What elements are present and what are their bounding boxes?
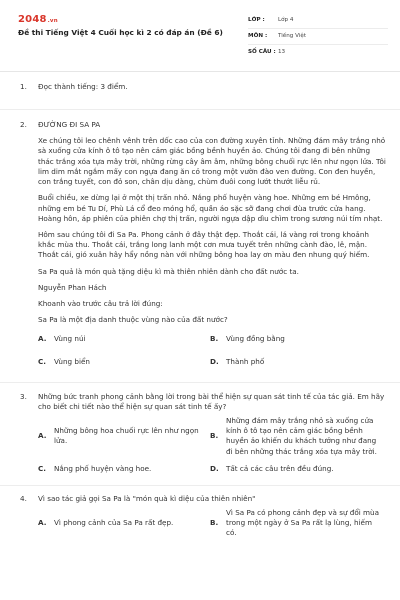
answer-options bbox=[0, 416, 400, 478]
question-text: Vì sao tác giả gọi Sa Pa là "món quà kì diệu của thiên nhiên" bbox=[38, 493, 256, 503]
answer-options bbox=[0, 508, 400, 539]
logo-text: 2048 bbox=[18, 14, 47, 25]
passage-paragraph: Sa Pa quả là món quà tặng diệu kì mà thiên nhiên dành cho đất nước ta. bbox=[38, 266, 299, 276]
passage-heading: ĐƯỜNG ĐI SA PA bbox=[38, 120, 101, 129]
passage-paragraph: Buổi chiều, xe dừng lại ở một thị trấn nhỏ. Nắng phố huyện vàng hoe. Những em bé Hmông, những em bé Tu Dí, Phù Lá cổ đeo móng hổ, quần áo sặc sỡ đang chơi đùa trước cửa hang. Hoàng hôn, áp phiên của phiên chợ thị trấn, người ngựa dập dìu chìm trong sương núi tím nhạt. bbox=[38, 193, 383, 223]
question-number: 4. bbox=[20, 493, 27, 503]
exam-meta bbox=[248, 13, 388, 61]
question-number: 1. bbox=[20, 82, 27, 91]
meta-key: MÔN : bbox=[248, 32, 268, 39]
meta-row-count bbox=[248, 45, 388, 61]
passage-paragraph: Xe chúng tôi leo chênh vênh trên dốc cao của con đường xuyên tỉnh. Những đám mây trắng nhỏ sà xuống cửa kính ô tô tạo nên cảm giác bồng bềnh huyền ảo. Chúng tôi đang đi bên những thác trắng xóa tựa mây trời, những rừng cây âm âm, những bông chuối rực lên như ngọn lửa. Tôi lim dim mắt ngắm mấy con ngựa đang ăn cỏ trong một vườn đào ven đường. Con đen huyền, con trắng tuyết, con đỏ son, chân dịu dàng, chùm đuôi cong lướt thướt liễu rủ. bbox=[38, 136, 386, 187]
option-c[interactable] bbox=[38, 354, 210, 372]
option-text: Vùng đồng bằng bbox=[226, 334, 285, 344]
option-label: A. bbox=[38, 334, 47, 344]
option-b[interactable] bbox=[210, 331, 390, 349]
reading-passage bbox=[0, 136, 400, 325]
option-text: Những đám mây trắng nhỏ sà xuống cửa kính ô tô tạo nên cảm giác bồng bềnh huyền ảo khiến du khách tưởng như đang đi bên những thác trắng xóa tựa mây trời. bbox=[226, 415, 377, 456]
question-4 bbox=[0, 485, 400, 539]
option-d[interactable] bbox=[210, 354, 390, 372]
option-label: D. bbox=[210, 357, 219, 367]
option-text: Thành phố bbox=[226, 357, 265, 367]
exam-content bbox=[0, 72, 400, 539]
passage-author: Nguyễn Phan Hách bbox=[38, 282, 107, 292]
option-label: B. bbox=[210, 334, 219, 344]
option-label: D. bbox=[210, 463, 219, 473]
meta-row-subject bbox=[248, 29, 388, 45]
meta-row-class bbox=[248, 13, 388, 29]
question-text: Đọc thành tiếng: 3 điểm. bbox=[38, 82, 128, 91]
meta-value: Lớp 4 bbox=[278, 16, 294, 23]
option-a[interactable] bbox=[38, 508, 210, 539]
option-label: C. bbox=[38, 357, 47, 367]
question-text: Những bức tranh phong cảnh bằng lời trong bài thể hiện sự quan sát tinh tế của tác giả. Em hãy cho biết chi tiết nào thể hiện sự quan sát tinh tế ấy? bbox=[38, 391, 385, 411]
option-label: A. bbox=[38, 431, 47, 441]
page-header bbox=[0, 0, 400, 72]
option-text: Vì Sa Pa có phong cảnh đẹp và sự đổi mùa trong một ngày ở Sa Pa rất lạ lùng, hiếm có. bbox=[226, 508, 380, 538]
question-number: 2. bbox=[20, 120, 27, 129]
passage-paragraph: Hôm sau chúng tôi đi Sa Pa. Phong cảnh ở đây thật đẹp. Thoắt cái, lá vàng rơi trong khoảnh khắc mùa thu. Thoắt cái, trắng long lanh một cơn mưa tuyết trên những cành đào, lê, mận. Thoắt cái, gió xuân hây hẩy nồng nàn với những bông hoa lay ơn màu đen nhung quý hiếm. bbox=[38, 229, 370, 260]
question-2 bbox=[0, 109, 400, 372]
option-a[interactable] bbox=[38, 331, 210, 349]
option-c[interactable] bbox=[38, 460, 210, 478]
site-logo[interactable] bbox=[18, 13, 58, 27]
option-label: B. bbox=[210, 518, 219, 528]
question-3 bbox=[0, 382, 400, 478]
option-text: Vì phong cảnh của Sa Pa rất đẹp. bbox=[54, 518, 174, 528]
option-text: Những bông hoa chuối rực lên như ngọn lửa. bbox=[54, 426, 199, 446]
instruction-text: Khoanh vào trước câu trả lời đúng: bbox=[38, 299, 163, 309]
option-text: Vùng biển bbox=[54, 357, 90, 367]
option-text: Vùng núi bbox=[54, 334, 86, 344]
option-d[interactable] bbox=[210, 460, 390, 478]
logo-suffix: .vn bbox=[47, 18, 58, 24]
sub-question-text: Sa Pa là một địa danh thuộc vùng nào của đất nước? bbox=[38, 315, 228, 325]
option-label: A. bbox=[38, 518, 47, 528]
option-label: B. bbox=[210, 431, 219, 441]
option-text: Nắng phố huyện vàng hoe. bbox=[54, 463, 152, 473]
question-number: 3. bbox=[20, 391, 27, 401]
answer-options bbox=[0, 331, 400, 372]
option-b[interactable] bbox=[210, 416, 390, 457]
option-a[interactable] bbox=[38, 416, 210, 457]
meta-value: 13 bbox=[278, 49, 286, 56]
meta-key: SỐ CÂU : bbox=[248, 49, 276, 56]
meta-value: Tiếng Việt bbox=[278, 32, 307, 39]
option-label: C. bbox=[38, 463, 47, 473]
option-b[interactable] bbox=[210, 508, 390, 539]
page-title: Đề thi Tiếng Việt 4 Cuối học kì 2 có đáp án (Đề 6) bbox=[18, 28, 223, 37]
meta-key: LỚP : bbox=[248, 16, 265, 23]
option-text: Tất cả các câu trên đều đúng. bbox=[226, 463, 334, 473]
question-1 bbox=[0, 72, 400, 109]
